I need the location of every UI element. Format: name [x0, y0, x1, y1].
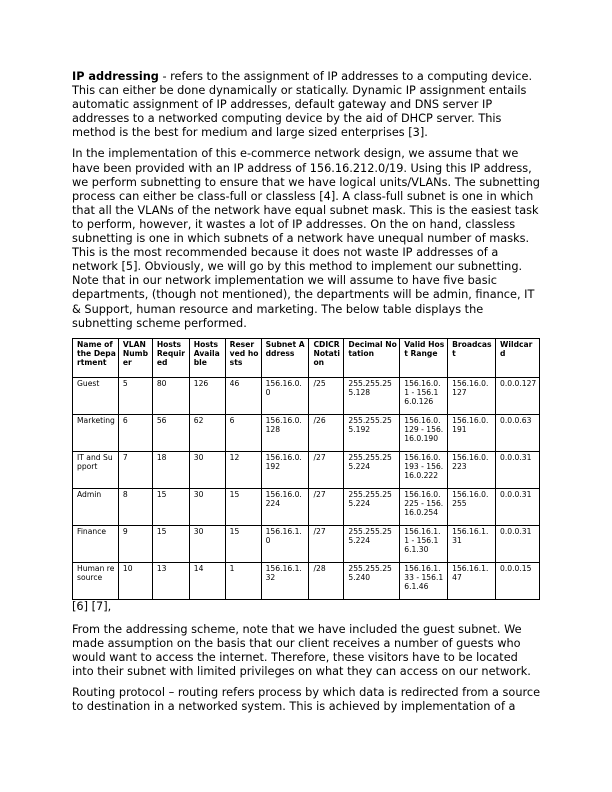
table-cell: 156.16.1.32 [261, 562, 309, 599]
addressing-scheme-paragraph: From the addressing scheme, note that we have included the guest subnet. We made assumption on the basis that our client receives a number of guests who would want to access the internet. Therefore, these visitors have to be located into their subnet with limited privileges on what they can access on our network. [72, 622, 531, 678]
table-cell: 156.16.0.225 - 156.16.0.254 [400, 488, 448, 525]
table-cell: 80 [152, 377, 189, 414]
table-cell: 15 [225, 488, 261, 525]
table-cell: 62 [189, 414, 225, 451]
table-cell: Marketing [73, 414, 119, 451]
table-cell: 156.16.0.223 [448, 451, 496, 488]
table-cell: 0.0.0.127 [496, 377, 540, 414]
table-cell: 156.16.1.1 - 156.16.1.30 [400, 525, 448, 562]
table-cell: 156.16.1.33 - 156.16.1.46 [400, 562, 448, 599]
table-cell: 15 [152, 488, 189, 525]
column-header: Name of the Department [73, 338, 119, 377]
table-cell: 30 [189, 525, 225, 562]
column-header: Hosts Available [189, 338, 225, 377]
table-cell: IT and Support [73, 451, 119, 488]
routing-protocol-paragraph: Routing protocol – routing refers process by which data is redirected from a source to destination in a networked system. This is achieved by implementation of a [72, 686, 541, 714]
table-cell: Admin [73, 488, 119, 525]
table-cell: 156.16.0.192 [261, 451, 309, 488]
table-cell: 10 [118, 562, 152, 599]
references-line: [6] [7], [72, 599, 112, 613]
table-cell: 156.16.0.0 [261, 377, 309, 414]
table-row [73, 488, 540, 525]
table-cell: /26 [309, 414, 344, 451]
ip-addressing-paragraph [72, 70, 542, 140]
document-content [72, 70, 542, 721]
ip-addressing-text: - refers to the assignment of IP addresses to a computing device. This can either be done dynamically or statically. Dynamic IP assignment entails automatic assignment of IP addresses, default gateway and DNS server IP addresses to a networked computing device by the aid of DHCP server. This method is the best for medium and large sized enterprises [3]. [72, 70, 533, 140]
implementation-paragraph: In the implementation of this e-commerce network design, we assume that we have been provided with an IP address of 156.16.212.0/19. Using this IP address, we perform subnetting to ensure that we have logical units/VLANs. The subnetting process can either be class-full or classless [4]. A class-full subnet is one in which that all the VLANs of the network have equal subnet mask. This is the easiest task to perform, however, it wastes a lot of IP addresses. On the on hand, classless subnetting is one in which subnets of a network have unequal number of masks. This is the most recommended because it does not waste IP addresses of a network [5]. Obviously, we will go by this method to implement our subnetting. Note that in our network implementation we will assume to have five basic departments, (though not mentioned), the departments will be admin, finance, IT & Support, human resource and marketing. The below table displays the subnetting scheme performed. [72, 147, 540, 330]
table-header-row [73, 338, 540, 377]
table-cell: 7 [118, 451, 152, 488]
table-cell: 156.16.0.127 [448, 377, 496, 414]
table-cell: Human resource [73, 562, 119, 599]
table-cell: 156.16.0.224 [261, 488, 309, 525]
table-cell: 156.16.1.31 [448, 525, 496, 562]
table-cell: 18 [152, 451, 189, 488]
table-cell: 156.16.0.193 - 156.16.0.222 [400, 451, 448, 488]
table-cell: 0.0.0.63 [496, 414, 540, 451]
table-row [73, 377, 540, 414]
table-cell: 56 [152, 414, 189, 451]
subnetting-table [72, 338, 540, 600]
table-cell: 30 [189, 488, 225, 525]
table-cell: 15 [225, 525, 261, 562]
table-cell: 156.16.0.191 [448, 414, 496, 451]
column-header: Wildcard [496, 338, 540, 377]
table-cell: 1 [225, 562, 261, 599]
table-cell: /27 [309, 525, 344, 562]
table-cell: 255.255.255.192 [344, 414, 400, 451]
table-cell: 156.16.0.1 - 156.16.0.126 [400, 377, 448, 414]
table-cell: 156.16.1.47 [448, 562, 496, 599]
column-header: Broadcast [448, 338, 496, 377]
table-cell: 12 [225, 451, 261, 488]
table-cell: 0.0.0.31 [496, 525, 540, 562]
table-cell: 13 [152, 562, 189, 599]
column-header: Reserved hosts [225, 338, 261, 377]
ip-addressing-heading: IP addressing [72, 70, 159, 83]
column-header: Hosts Required [152, 338, 189, 377]
table-cell: 14 [189, 562, 225, 599]
table-cell: 30 [189, 451, 225, 488]
table-cell: 0.0.0.15 [496, 562, 540, 599]
table-cell: /27 [309, 451, 344, 488]
table-cell: 0.0.0.31 [496, 451, 540, 488]
table-cell: 156.16.0.129 - 156.16.0.190 [400, 414, 448, 451]
table-cell: 255.255.255.224 [344, 525, 400, 562]
table-cell: 15 [152, 525, 189, 562]
table-cell: 255.255.255.240 [344, 562, 400, 599]
table-cell: /28 [309, 562, 344, 599]
table-cell: 255.255.255.224 [344, 488, 400, 525]
table-cell: 6 [225, 414, 261, 451]
table-cell: /25 [309, 377, 344, 414]
table-row [73, 525, 540, 562]
column-header: CDICR Notation [309, 338, 344, 377]
table-row [73, 562, 540, 599]
table-cell: 0.0.0.31 [496, 488, 540, 525]
table-cell: Finance [73, 525, 119, 562]
table-cell: 255.255.255.224 [344, 451, 400, 488]
table-cell: 255.255.255.128 [344, 377, 400, 414]
table-cell: 126 [189, 377, 225, 414]
table-cell: 9 [118, 525, 152, 562]
table-cell: /27 [309, 488, 344, 525]
table-cell: 156.16.0.255 [448, 488, 496, 525]
table-row [73, 414, 540, 451]
column-header: Decimal Notation [344, 338, 400, 377]
column-header: Valid Host Range [400, 338, 448, 377]
table-cell: 156.16.1.0 [261, 525, 309, 562]
table-cell: 5 [118, 377, 152, 414]
column-header: VLAN Number [118, 338, 152, 377]
table-cell: 46 [225, 377, 261, 414]
table-row [73, 451, 540, 488]
table-cell: 156.16.0.128 [261, 414, 309, 451]
table-cell: Guest [73, 377, 119, 414]
column-header: Subnet Address [261, 338, 309, 377]
table-cell: 6 [118, 414, 152, 451]
table-cell: 8 [118, 488, 152, 525]
